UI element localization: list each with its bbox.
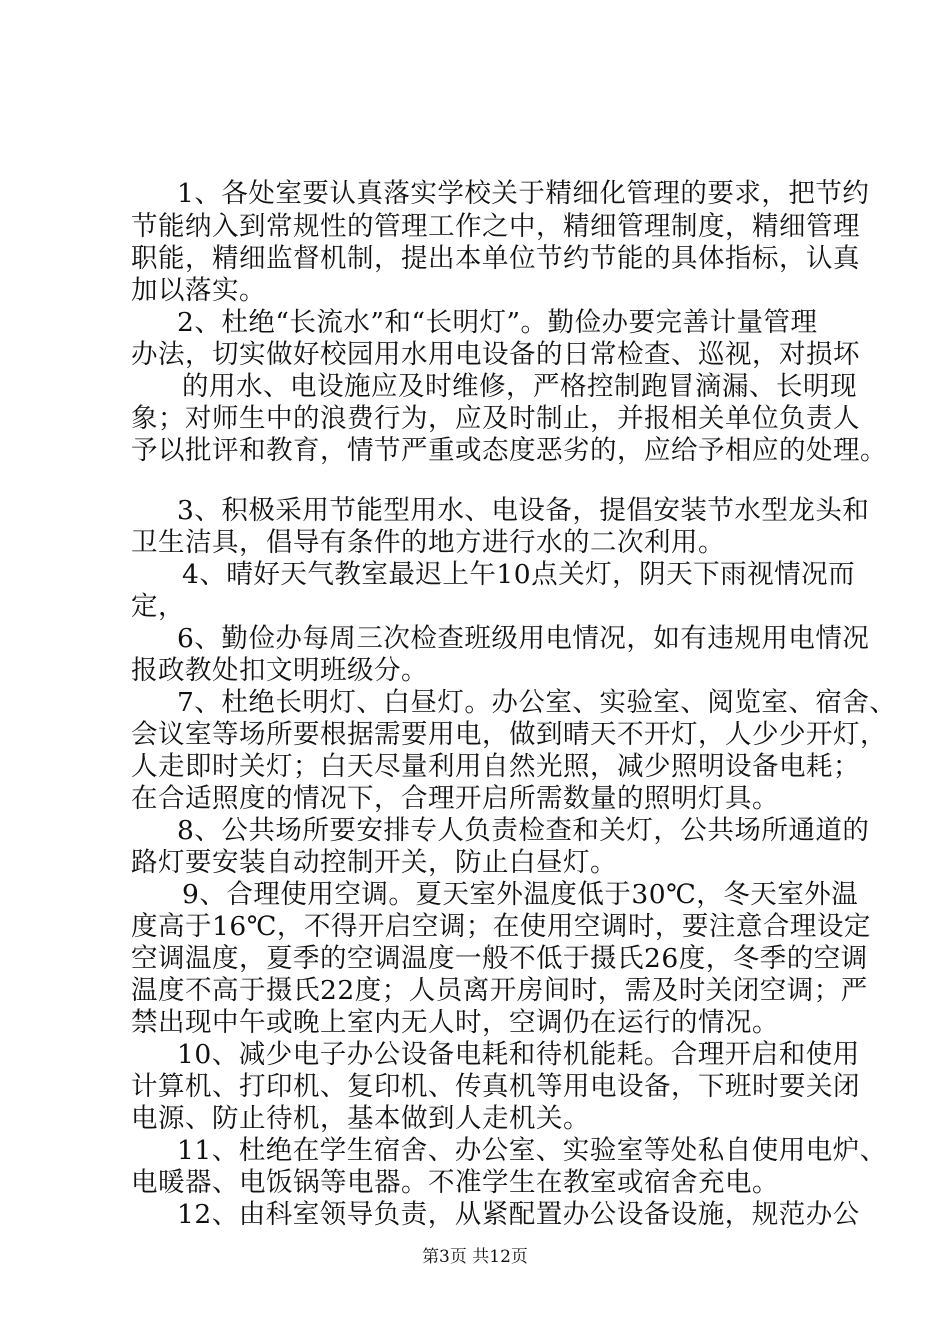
paragraph-line: 电源、防止待机，基本做到人走机关。 [131,1103,590,1134]
paragraph-line: 加以落实。 [131,275,266,306]
paragraph-line: 12、由科室领导负责，从紧配置办公设备设施，规范办公 [177,1199,860,1230]
paragraph-line: 6、勤俭办每周三次检查班级用电情况，如有违规用电情况 [177,623,870,654]
paragraph-line: 11、杜绝在学生宿舍、办公室、实验室等处私自使用电炉、 [177,1135,887,1166]
paragraph-line: 计算机、打印机、复印机、传真机等用电设备，下班时要关闭 [131,1071,860,1102]
paragraph-line: 报政教处扣文明班级分。 [131,655,428,686]
paragraph-line: 9、合理使用空调。夏天室外温度低于30℃，冬天室外温 [182,879,859,910]
paragraph-line: 予以批评和教育，情节严重或态度恶劣的，应给予相应的处理。 [131,435,887,466]
paragraph-line: 办法，切实做好校园用水用电设备的日常检查、巡视，对损坏 [131,339,860,370]
paragraph-line: 10、减少电子办公设备电耗和待机能耗。合理开启和使用 [177,1039,860,1070]
paragraph-line: 节能纳入到常规性的管理工作之中，精细管理制度，精细管理 [131,211,860,242]
paragraph-line: 在合适照度的情况下，合理开启所需数量的照明灯具。 [131,783,779,814]
paragraph-line: 4、晴好天气教室最迟上午10点关灯，阴天下雨视情况而 [182,559,856,590]
paragraph-line: 人走即时关灯；白天尽量利用自然光照，减少照明设备电耗； [131,751,860,782]
paragraph-line: 定， [131,591,185,622]
paragraph-line: 7、杜绝长明灯、白昼灯。办公室、实验室、阅览室、宿舍、 [177,687,897,718]
paragraph-line: 路灯要安装自动控制开关，防止白昼灯。 [131,847,617,878]
paragraph-line: 电暖器、电饭锅等电器。不准学生在教室或宿舍充电。 [131,1167,779,1198]
paragraph-line: 2、杜绝“长流水”和“长明灯”。勤俭办要完善计量管理 [177,307,818,338]
paragraph-line: 温度不高于摄氏22度；人员离开房间时，需及时关闭空调；严 [131,975,868,1006]
page-number-footer: 第3页 共12页 [422,1247,528,1267]
paragraph-line: 禁出现中午或晚上室内无人时，空调仍在运行的情况。 [131,1007,779,1038]
paragraph-line: 象；对师生中的浪费行为，应及时制止，并报相关单位负责人 [131,403,860,434]
paragraph-line: 会议室等场所要根据需要用电，做到晴天不开灯，人少少开灯， [131,719,887,750]
paragraph-line: 职能，精细监督机制，提出本单位节约节能的具体指标，认真 [131,243,860,274]
paragraph-line: 度高于16℃，不得开启空调；在使用空调时，要注意合理设定 [131,911,871,942]
paragraph-line: 1、各处室要认真落实学校关于精细化管理的要求，把节约 [177,178,870,209]
paragraph-line: 8、公共场所要安排专人负责检查和关灯，公共场所通道的 [177,815,870,846]
paragraph-line: 卫生洁具，倡导有条件的地方进行水的二次利用。 [131,527,725,558]
paragraph-line: 的用水、电设施应及时维修，严格控制跑冒滴漏、长明现 [182,371,857,402]
paragraph-line: 空调温度，夏季的空调温度一般不低于摄氏26度，冬季的空调 [131,943,868,974]
paragraph-line: 3、积极采用节能型用水、电设备，提倡安装节水型龙头和 [177,495,870,526]
